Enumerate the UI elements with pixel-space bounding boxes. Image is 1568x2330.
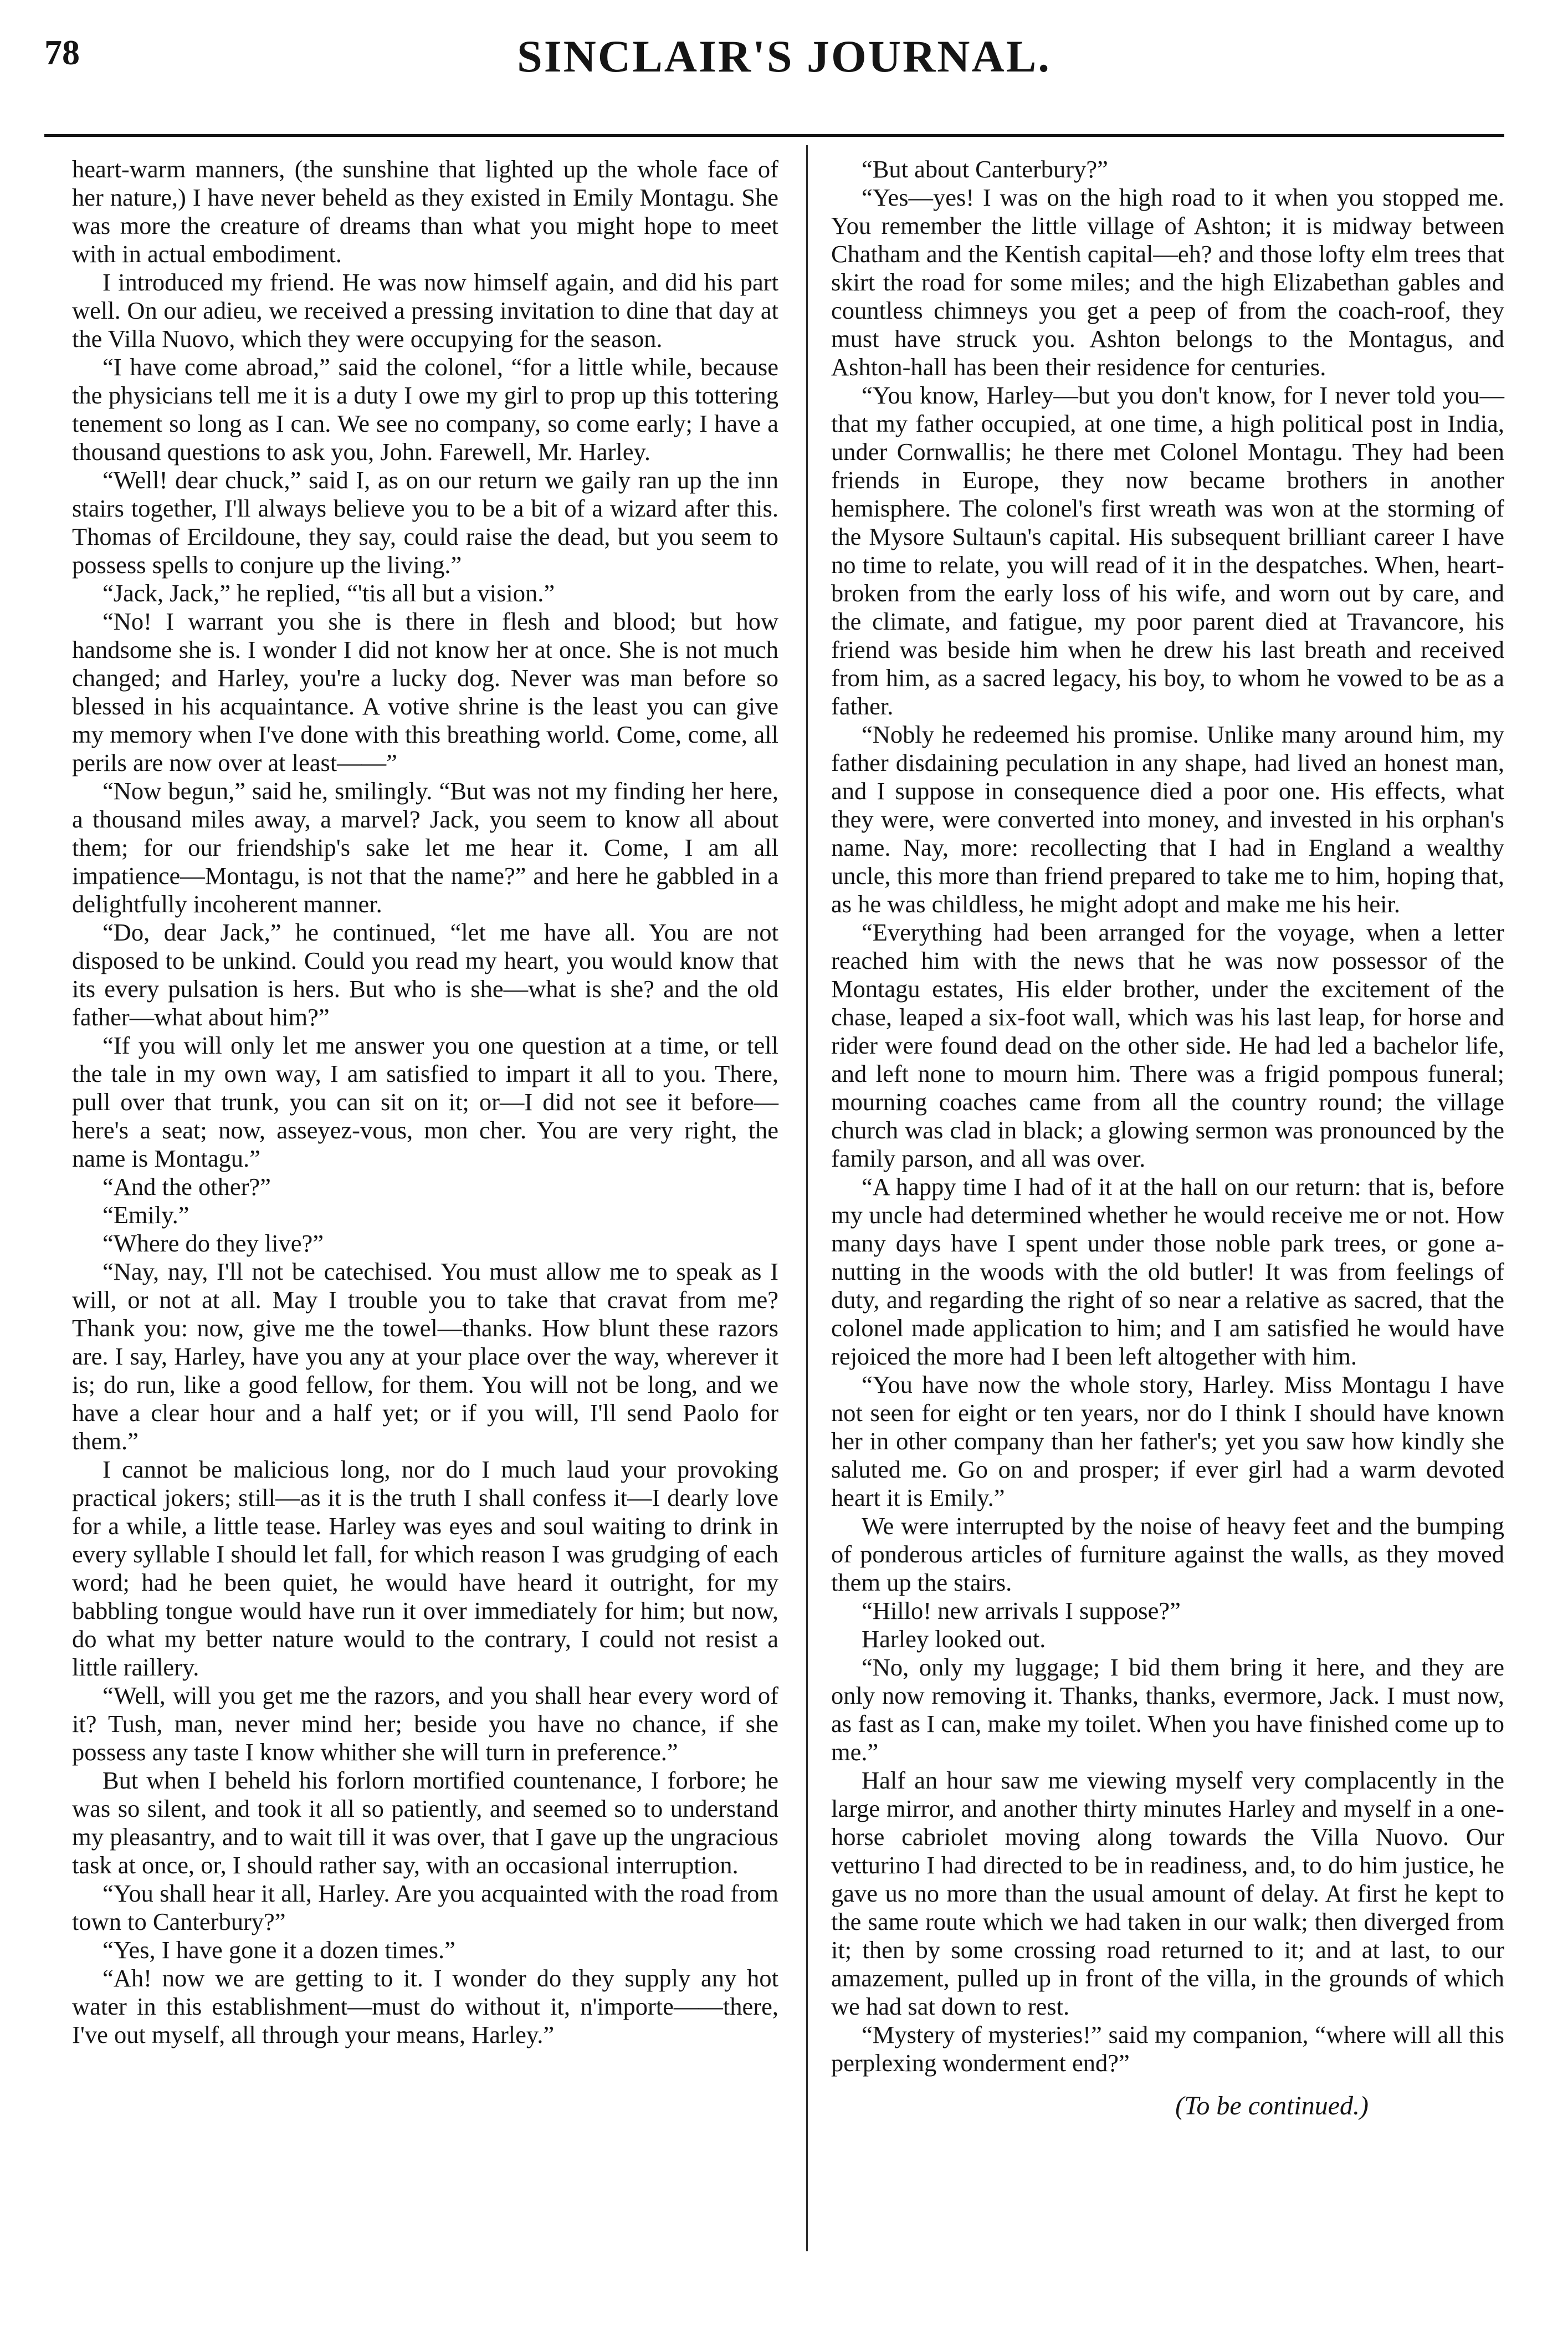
paragraph: “I have come abroad,” said the colonel, “for a little while, because the physicians tell me it is a duty I owe my girl to prop up this tottering tenement so long as I can. We see no company, so come early; I have a thousand questions to ask you, John. Farewell, Mr. Harley. <box>72 353 778 466</box>
paragraph: “Where do they live?” <box>103 1229 324 1257</box>
paragraph: I cannot be malicious long, nor do I much laud your provoking practical jokers; still—as it is the truth I shall confess it—I dearly love for a while, a little tease. Harley was eyes and soul waiting to drink in every syllable I should let fall, for which reason I was grudging of each word; had he been quiet, he would have heard it outright, for my babbling tongue would have run it over immediately for him; but now, do what my better nature would to the contrary, I could not resist a little raillery. <box>72 1455 778 1681</box>
paragraph: I introduced my friend. He was now himself again, and did his part well. On our adieu, we received a pressing invitation to dine that day at the Villa Nuovo, which they were occupying for the season. <box>72 268 778 352</box>
paragraph: “Yes, I have gone it a dozen times.” <box>103 1936 455 1964</box>
paragraph: But when I beheld his forlorn mortified countenance, I forbore; he was so silent, and took it all so patiently, and seemed so to understand my pleasantry, and to wait till it was over, that I gave up the ungracious task at once, or, I should rather say, with an occasional interruption. <box>72 1766 778 1879</box>
paragraph: “And the other?” <box>103 1173 271 1200</box>
paragraph: “Everything had been arranged for the voyage, when a letter reached him with the news that he was now possessor of the Montagu estates, His elder brother, under the excitement of the chase, leaped a six-foot wall, which was his last leap, for horse and rider were found dead on the other side. He had led a bachelor life, and left none to mourn him. There was a frigid pompous funeral; mourning coaches came from all the country round; the village church was clad in black; a glowing sermon was pronounced by the family parson, and all was over. <box>831 918 1504 1172</box>
left-column <box>72 155 778 2049</box>
paragraph: “You have now the whole story, Harley. Miss Montagu I have not seen for eight or ten years, nor do I think I should have known her in other company than her father's; yet you saw how kindly she saluted me. Go on and prosper; if ever girl had a warm devoted heart it is Emily.” <box>831 1371 1504 1511</box>
paragraph: “Well! dear chuck,” said I, as on our return we gaily ran up the inn stairs together, I'll always believe you to be a bit of a wizard after this. Thomas of Ercildoune, they say, could raise the dead, but you seem to possess spells to conjure up the living.” <box>72 466 778 579</box>
column-divider <box>806 145 808 2251</box>
paragraph: Harley looked out. <box>862 1625 1046 1653</box>
paragraph: Half an hour saw me viewing myself very complacently in the large mirror, and another thirty minutes Harley and myself in a one-horse cabriolet moving along towards the Villa Nuovo. Our vetturino I had directed to be in readiness, and, to do him justice, he gave us no more than the usual amount of delay. At first he kept to the same route which we had taken in our walk; then diverged from it; then by some crossing road returned to it; and at last, to our amazement, pulled up in front of the villa, in the grounds of which we had sat down to rest. <box>831 1766 1504 2020</box>
paragraph: “Well, will you get me the razors, and you shall hear every word of it? Tush, man, never mind her; beside you have no chance, if she possess any taste I know whither she will turn in preference.” <box>72 1682 778 1766</box>
paragraph: “Do, dear Jack,” he continued, “let me have all. You are not disposed to be unkind. Could you read my heart, you would know that its every pulsation is hers. But who is she—what is she? and the old father—what about him?” <box>72 918 778 1031</box>
paragraph: “Emily.” <box>103 1201 189 1229</box>
paragraph: “Jack, Jack,” he replied, “'tis all but a vision.” <box>103 579 555 607</box>
paragraph: heart-warm manners, (the sunshine that lighted up the whole face of her nature,) I have never beheld as they existed in Emily Montagu. She was more the creature of dreams than what you might hope to meet with in actual embodiment. <box>72 155 778 268</box>
header-rule <box>44 134 1504 137</box>
paragraph: “Yes—yes! I was on the high road to it when you stopped me. You remember the little village of Ashton; it is midway between Chatham and the Kentish capital—eh? and those lofty elm trees that skirt the road for some miles; and the high Elizabethan gables and countless chimneys you get a peep of from the coach-roof, they must have struck you. Ashton belongs to the Montagus, and Ashton-hall has been their residence for centuries. <box>831 183 1504 381</box>
paragraph: “If you will only let me answer you one question at a time, or tell the tale in my own way, I am satisfied to impart it all to you. There, pull over that trunk, you can sit on it; or—I did not see it before—here's a seat; now, asseyez-vous, mon cher. You are very right, the name is Montagu.” <box>72 1031 778 1172</box>
right-column <box>831 155 1504 2077</box>
page-number: 78 <box>44 33 80 72</box>
to-be-continued: (To be continued.) <box>1175 2091 1369 2120</box>
paragraph: “Mystery of mysteries!” said my companion, “where will all this perplexing wonderment end?” <box>831 2021 1504 2077</box>
paragraph: We were interrupted by the noise of heavy feet and the bumping of ponderous articles of furniture against the walls, as they moved them up the stairs. <box>831 1512 1504 1596</box>
paragraph: “Now begun,” said he, smilingly. “But was not my finding her here, a thousand miles away, a marvel? Jack, you seem to know all about them; for our friendship's sake let me hear it. Come, I am all impatience—Montagu, is not that the name?” and here he gabbled in a delightfully incoherent manner. <box>72 777 778 918</box>
paragraph: “Hillo! new arrivals I suppose?” <box>862 1597 1181 1624</box>
paragraph: “No! I warrant you she is there in flesh and blood; but how handsome she is. I wonder I did not know her at once. She is not much changed; and Harley, you're a lucky dog. Never was man before so blessed in his acquaintance. A votive shrine is the least you can give my memory when I've done with this breathing world. Come, come, all perils are now over at least——” <box>72 607 778 776</box>
paragraph: “Nay, nay, I'll not be catechised. You must allow me to speak as I will, or not at all. May I trouble you to take that cravat from me? Thank you: now, give me the towel—thanks. How blunt these razors are. I say, Harley, have you any at your place over the way, wherever it is; do run, like a good fellow, for them. You will not be long, and we have a clear hour and a half yet; or if you will, I'll send Paolo for them.” <box>72 1258 778 1455</box>
paragraph: “A happy time I had of it at the hall on our return: that is, before my uncle had determined whether he would receive me or not. How many days have I spent under those noble park trees, or gone a-nutting in the woods with the old butler! It was from feelings of duty, and regarding the right of so near a relative as sacred, that the colonel made application to him; and I am satisfied he would have rejoiced the more had I been left altogether with him. <box>831 1173 1504 1370</box>
paragraph: “Nobly he redeemed his promise. Unlike many around him, my father disdaining peculation in any shape, had lived an honest man, and I suppose in consequence died a poor one. His effects, what they were, were converted into money, and invested in his orphan's name. Nay, more: recollecting that I had in England a wealthy uncle, this more than friend prepared to take me to him, hoping that, as he was childless, he might adopt and make me his heir. <box>831 721 1504 918</box>
paragraph: “But about Canterbury?” <box>862 155 1108 183</box>
paragraph: “Ah! now we are getting to it. I wonder do they supply any hot water in this establishment—must do without it, n'importe——there, I've out myself, all through your means, Harley.” <box>72 1964 778 2048</box>
running-head: SINCLAIR'S JOURNAL. <box>517 31 1051 81</box>
paragraph: “You shall hear it all, Harley. Are you acquainted with the road from town to Canterbury?” <box>72 1879 778 1935</box>
paragraph: “No, only my luggage; I bid them bring it here, and they are only now removing it. Thanks, thanks, evermore, Jack. I must now, as fast as I can, make my toilet. When you have finished come up to me.” <box>831 1653 1504 1766</box>
paragraph: “You know, Harley—but you don't know, for I never told you—that my father occupied, at one time, a high political post in India, under Cornwallis; he there met Colonel Montagu. They had been friends in Europe, they now became brothers in another hemisphere. The colonel's first wreath was won at the storming of the Mysore Sultaun's capital. His subsequent brilliant career I have no time to relate, you will read of it in the despatches. When, heart-broken from the early loss of his wife, and worn out by care, and the climate, and fatigue, my poor parent died at Travancore, his friend was beside him when he drew his last breath and received from him, as a sacred legacy, his boy, to whom he vowed to be as a father. <box>831 381 1504 720</box>
